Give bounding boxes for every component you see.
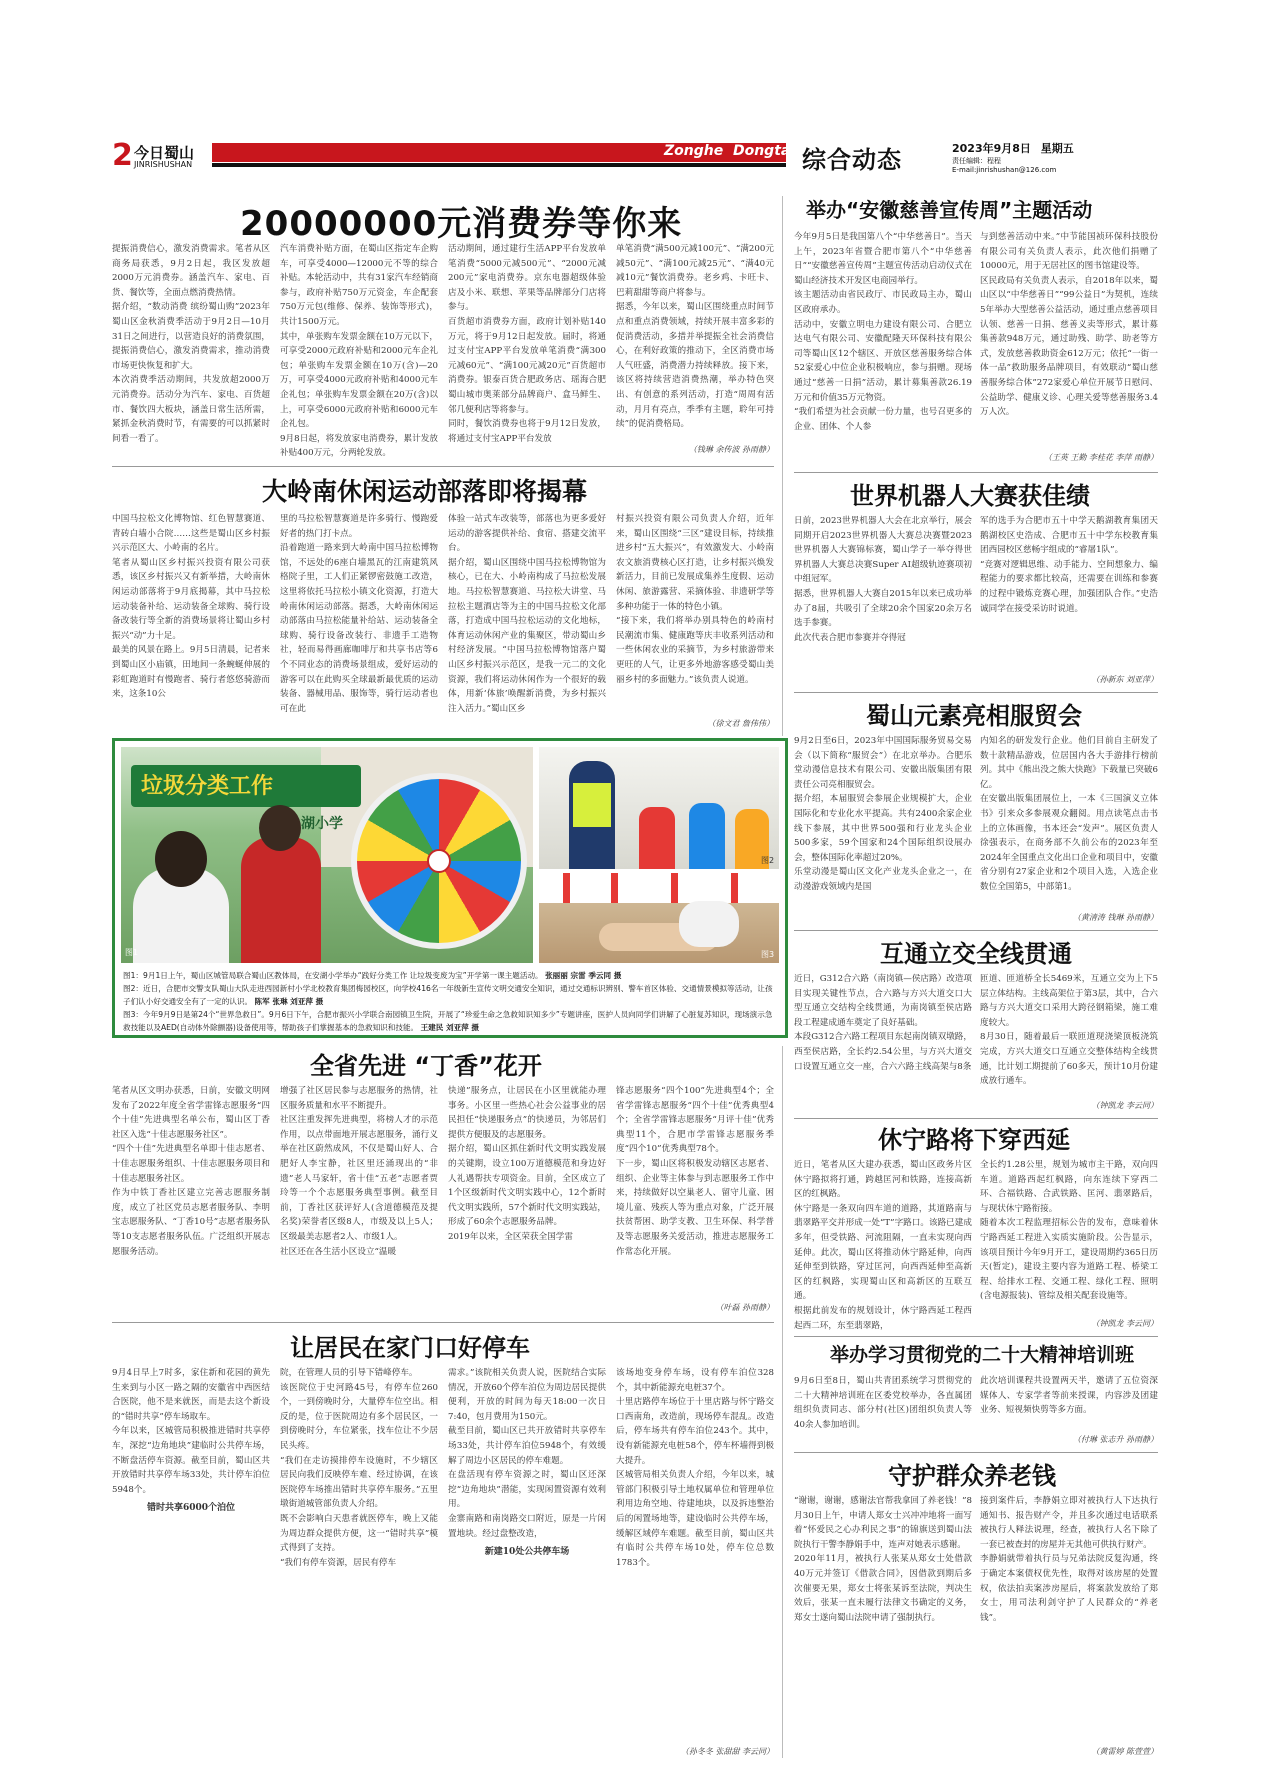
parking-col-4: 该场地变身停车场，设有停车泊位328个，其中新能源充电桩37个。 十里店路停车场位于十里店路与怀宁路交口西南角，改造前，现场停车混乱。改造后，停车场共有停车泊位243个。其中，设有新能源充电桩58个，停车杯墙得到极大提升。 区城管局相关负责人介绍，今年以来，城管部门积极引导土地权属单位和管理单位利用边角空地、待建地块，以及拆违整治后的闲置场地等，建设临时公共停车场，缓解区域停车难题。截至目前，蜀山区共有临时公共停车场10处，停车位总数1783个。 — [616, 1368, 774, 1568]
headline-robot: 世界机器人大赛获佳绩 — [850, 482, 1090, 510]
coupon-col-1: 提振消费信心，激发消费需求。笔者从区商务局获悉，9月2日起，我区发放超2000万元消费券。涵盖汽车、家电、百货、餐饮等，全面点燃消费热情。 据介绍，“数动消费 缤纷蜀山购”2023年蜀山区金秋消费季活动于9月2日—10月31日之间进行，以营造良好的消费氛围，提振消费信心，激发消费需求，推动消费市场更快恢复和扩大。 本次消费季活动期间，共发放超2000万元消费券。活动分为汽车、家电、百货超市、餐饮四大板块，涵盖日常生活所需，紧抓金秋消费时节，有需要的可以抓紧时间看一看了。 — [112, 244, 270, 444]
hutong-col-2: 匝道、匝道桥全长5469米，互通立交为上下5层立体结构。主线高架位于第3层，其中，合六路与方兴大道交口采用大跨径钢箱梁，施工难度较大。 8月30日，随着最后一联匝道现浇梁顶板浇筑完成，方兴大道交口互通立交整体结构全线贯通，比计划工期提前了60多天，预计10月份建成放行通车。 — [980, 974, 1158, 1087]
issue-date — [952, 140, 1074, 156]
photo-captions — [123, 969, 779, 1034]
divider — [112, 466, 774, 467]
dingxiang-col-4: 锋志愿服务“四个100”先进典型4个；全省学雷锋志愿服务“四个十佳”优秀典型4个；全省学雷锋志愿服务“月评十佳”优秀典型11个，合肥市学雷锋志愿服务季度“四个10”优秀典型78个。 下一步，蜀山区将积极发动辖区志愿者、组织、企业等主体参与到志愿服务工作中来，持续做好以空巢老人、留守儿童、困境儿童、残疾人等为重点对象，广泛开展扶贫帮困、助学支教、卫生环保、科学普及等志愿服务关爱活动，推进志愿服务工作常态化开展。 — [616, 1086, 774, 1257]
caption-2-text: 图2：近日，合肥市交警支队蜀山大队走进西园新村小学北校教育集团梅园校区，向学校416名一年级新生宣传文明交通安全知识，通过交通标识辨别、警车首区体验、交通情景模拟等活动，让孩子们认小好交通安全有了一定的认识。 — [123, 984, 773, 1006]
caption-2 — [123, 982, 779, 1008]
headline-yuansu: 蜀山元素亮相服贸会 — [866, 702, 1082, 730]
column-divider — [782, 1046, 783, 1758]
headline-dingxiang: 全省先进 “丁香”花开 — [310, 1052, 542, 1080]
cishan-col-1: 今年9月5日是我国第八个“中华慈善日”。当天上午，2023年省暨合肥市第八个“中华慈善日”“安徽慈善宣传周”主题宣传活动启动仪式在蜀山经济技术开发区电商园举行。 该主题活动由省民政厅、市民政局主办，蜀山区政府承办。 活动中，安徽立明电力建设有限公司、合肥立达电气有限公司、安徽配隆天环保科技有限公司等蜀山区12个辖区、开放区慈善服务综合体52家爱心中位企业积极响应，参与捐赠。现场通过“慈善一日捐”活动，累计募集善款26.19万元和价值35万元物资。 “我们希望为社会贡献一份力量，也号召更多的企业、团体、个人参 — [794, 232, 972, 432]
coupon-byline: （钱琳 余传波 孙雨静） — [688, 445, 774, 454]
laoyang-col-2: 接到案件后，李静娟立即对被执行人下达执行通知书、报告财产令，并且多次通过电话联系被执行人释法说理，经查，被执行人名下除了一套已被查封的房屋并无其他可供执行财产。 李静娟就带着执行员与兄弟法院反复沟通，终于确定本案债权优先性，取得对该房屋的处置权，依法拍卖案涉房屋后，将案款发放给了郑女士，用司法利剑守护了人民群众的“养老钱”。 — [980, 1496, 1158, 1623]
photo-frame — [112, 738, 788, 1038]
section-pinyin: Zonghe Dongtai — [664, 143, 796, 159]
student-row — [539, 873, 779, 903]
divider — [794, 472, 1158, 473]
officer-vest — [573, 783, 611, 827]
editor-label: 责任编辑： — [952, 157, 987, 165]
parking-col-2: 院，在管理人员的引导下错峰停车。 该医院位于史河路45号，有停车位260个，一到傍晚时分，大量停车位空出。相反的是，位于医院周边有多个居民区，一到傍晚时分，车位紧张，找车位让不少居民头疼。 “我们在走访摸排停车设施时，不少辖区居民向我们反映停车难、经过协调，在该医院停车场推出错时共享停车服务。”五里墩街道城管部负责人介绍。 既不会影响白天患者就医停车，晚上又能为周边群众提供方便，这一“错时共享”模式得到了支持。 “我们有停车资源，居民有停车 — [280, 1368, 438, 1568]
photo-1-tag: 图1 — [125, 948, 139, 957]
caption-1 — [123, 969, 779, 982]
trainee — [679, 901, 739, 947]
hutong-col-1: 近日，G312合六路（南岗镇—侯店路）改造项目实现关键性节点，合六路与方兴大道交口大型互通立交结构全线贯通，为南岗镇至侯店路段工程建成通车奠定了良好基础。 本段G312合六路工程项目东起南岗镇双墩路，西至侯店路，全长约2.54公里，与方兴大道交口设置互通立交一座，合六六路主线高架与8条 — [794, 974, 972, 1072]
editor-line — [952, 156, 1001, 166]
paper-pinyin: JINRISHUSHAN — [134, 160, 193, 169]
divider — [112, 1322, 774, 1323]
headline-xiuning: 休宁路将下穿西延 — [878, 1126, 1070, 1154]
caption-1-text: 图1：9月1日上午，蜀山区城管局联合蜀山区教体局，在安湖小学举办“践好分类工作 让垃圾变废为宝”开学第一课主题活动。 — [123, 971, 543, 980]
divider — [794, 1452, 1158, 1453]
parking-subhead-2: 新建10处公共停车场 — [484, 1547, 570, 1558]
xiuning-col-2: 全长约1.28公里，规划为城市主干路，双向四车道。道路西起红枫路，向东连续下穿西二环、合福铁路、合武铁路、匡河、翡翠路后，与现状休宁路衔接。 随着本次工程监理招标公告的发布，意味着休宁路西延工程进入实质实施阶段。公告显示，该项目预计今年9月开工，建设周期约365日历天(暂定)，建设主要内容为道路工程、桥梁工程、给排水工程、交通工程、绿化工程、照明(含电源报装)、管综及相关配套设施等。 — [980, 1160, 1158, 1302]
xiuning-col-1: 近日，笔者从区大建办获悉，蜀山区政务片区休宁路拟将打通，跨越匡河和铁路，连接高新区的红枫路。 休宁路是一条双向四车道的道路，其道路南与翡翠路平交并形成一处“T”字路口。该路已建成多年，但受铁路、河流阻隔，一直未实现向西延伸。此次，蜀山区将推动休宁路延伸，向西延伸至到铁路，穿过匡河，向西西延伸至高新区的红枫路，实现蜀山区和高新区的互联互通。 根据此前发布的规划设计，休宁路西延工程西起西二环，东至翡翠路， — [794, 1160, 972, 1330]
email: E-mail:jinrishushan@126.com — [952, 166, 1057, 174]
coupon-col-4: 单笔消费“满500元减100元”、“满200元减50元”、“满100元减25元”、“满40元减10元”餐饮消费券。老乡鸡、卡旺卡、巴莉甜甜等商户将参与。 据悉，今年以来，蜀山区围绕重点时间节点和重点消费领域，持续开展丰富多彩的促消费活动，多措并举提振全社会消费信心，在利好政策的推动下，全区消费市场人气旺盛，消费潜力持续释放。接下来，该区将持续营造消费热潮，举办特色突出、有创意的系列活动，打造“周周有活动，月月有亮点，季季有主题，聆年可持续”的促消费格局。 — [616, 244, 774, 430]
child-2 — [689, 803, 725, 869]
column-divider — [782, 196, 783, 736]
black-rule — [212, 163, 786, 167]
boy-head — [155, 831, 207, 887]
wheel-hub — [427, 849, 451, 873]
page-number: 2 — [112, 138, 133, 173]
photo-3 — [539, 873, 779, 963]
daling-byline: （徐文君 詹伟伟） — [707, 719, 774, 728]
photo-3-tag: 图3 — [761, 950, 775, 959]
yuansu-byline: （黄清涛 钱琳 孙雨静） — [1072, 913, 1158, 922]
divider — [794, 692, 1158, 693]
headline-cishan: 举办“安徽慈善宣传周”主题活动 — [806, 198, 1093, 222]
caption-3 — [123, 1008, 779, 1034]
headline-hutong: 互通立交全线贯通 — [880, 940, 1072, 968]
photo-2-tag: 图2 — [761, 856, 775, 865]
daling-col-2: 里的马拉松智慧赛道是许多骑行、慢跑爱好者的热门打卡点。 沿着跑道一路来到大岭南中国马拉松博物馆，不远处的6座白墙黑瓦的江南建筑风格院子里，工人们正紧锣密鼓施工改造，这里将依托马拉松小镇文化资源，打造大岭南休闲运动部落。据悉，大岭南休闲运动部落由马拉松能量补给站、运动装备全球购、骑行设备改装行、非遗手工造物社，轻而易得画廊咖啡厅和共享书店等6个不同业态的消费场景组成，爱好运动的游客可以在此购买全球最新最优质的运动装备、器械用品、服饰等，骑行运动者也可在此 — [280, 514, 438, 714]
headline-peixun: 举办学习贯彻党的二十大精神培训班 — [830, 1344, 1135, 1366]
volunteer — [241, 837, 321, 963]
dingxiang-byline: （叶磊 孙雨静） — [715, 1303, 774, 1312]
dingxiang-col-3: 快递”服务点，让居民在小区里就能办理事务。小区里一些热心社会公益事业的居民担任“快递服务点”的快递员，为邻居们提供方便服及的志愿服务。 据介绍，蜀山区抓住新时代文明实践发展的关键期，设立100万道德模范和身边好人礼遇帮扶专项资金。目前，全区成立了1个区级新时代文明实践中心，12个新时代文明实践所，57个新时代文明实践站，形成了60余个志愿服务品牌。 2019年以来，全区荣获全国学雷 — [448, 1086, 606, 1242]
weekday-text: 星期五 — [1040, 142, 1074, 155]
daling-col-4: 村振兴投资有限公司负责人介绍，近年来，蜀山区围绕“三区”建设目标，持续推进乡村“五大振兴”，有效激发大、小岭南农文旅消费核心区打造，让乡村振兴焕发新活力，目前已发展成集养生度假、运动休闲、旅游露营、采摘体验、非遗研学等多种功能于一体的特色小镇。 “接下来，我们将举办别具特色的岭南村民潮流市集、健康跑等庆丰收系列活动和一些休闲农业的采摘节，为乡村旅游带来更旺的人气，让更多外地游客感受蜀山美丽乡村的多面魅力。”该负责人说道。 — [616, 514, 774, 685]
section-title: 综合动态 — [802, 146, 902, 174]
photo-1 — [121, 747, 533, 963]
laoyang-col-1: “谢谢，谢谢，感谢法官帮我拿回了养老钱！”8月30日上午，申请人郑女士兴冲冲地将一面写着“怀爱民之心办利民之事”的锦旗送到蜀山法院执行干警李静娟手中，连声对她表示感谢。 2020年11月，被执行人张某从郑女士处借款40万元并签订《借款合同》，因借款到期后多次催要无果，郑女士将张某诉至法院，判决生效后，张某一直未履行法律文书确定的义务，郑女士遂向蜀山法院申请了强制执行。 — [794, 1496, 972, 1623]
peixun-col-2: 此次培训课程共设置两天半，邀请了五位资深媒体人、专家学者等前来授课，内容涉及团建业务、短视频快剪等多方面。 — [980, 1376, 1158, 1416]
divider — [794, 1118, 1158, 1119]
dingxiang-col-2: 增强了社区居民参与志愿服务的热情，社区服务质量和水平不断提升。 社区注重发挥先进典型，将榜人才的示范作用，以点带面地开展志愿服务，涌行义举在社区蔚然成风，不仅是蜀山好人、合肥好人李宝静，社区里还涌现出的“非遗”老人马家轩，省十佳“五老”志愿者贾玲等一个个志愿服务典型事例。截至目前，丁香社区获评好人(含道德模范及提名奖)荣誉者区级8人，市级及以上5人；区级最美志愿者2人、市级1人。 社区还在各生活小区设立“温暖 — [280, 1086, 438, 1257]
cishan-col-2: 与到慈善活动中来。”中节能国祯环保科技股份有限公司有关负责人表示，此次他们捐赠了10000元，用于无居社区的图书馆建设等。 区民政局有关负责人表示，自2018年以来，蜀山区以“中华慈善日”“99公益日”为契机，连续5年举办大型慈善公益活动，通过重点慈善项目认领、慈善一日捐、慈善义卖等形式，累计募集善款948万元，通过助残、助学、助老等方式，发放慈善救助资金612万元；依托“一街一体一品”救助服务品牌项目，有效联动“蜀山慈善服务综合体”272家爱心单位开展节日慰问、公益助学、健康义诊、心理关爱等慈善服务3.4万人次。 — [980, 232, 1158, 418]
paper-name: 今日蜀山 — [134, 144, 195, 162]
parking-col-3-text: 需求。”该院相关负责人说，医院结合实际情况，开放60个停车泊位为周边居民提供便利，开放的时间为每天18:00一次日7:40，包月费用为150元。 截至目前，蜀山区已共开放错时共享停车场33处，共计停车泊位5948个，有效缓解了周边小区居民的停车难题。 在盘活现有停车资源之时，蜀山区还深挖“边角地块”潜能，实现闲置资源有效利用。 金寨南路和南岗路交口附近，原是一片闲置地块。经过盘整改造， — [448, 1368, 606, 1539]
robot-byline: （孙新东 刘亚萍） — [1091, 675, 1158, 684]
dingxiang-col-1: 笔者从区文明办获悉，日前，安徽文明网发布了2022年度全省学雷锋志愿服务“四个十佳”先进典型名单公布，蜀山区丁香社区入选“十佳志愿服务社区”。 “四个十佳”先进典型名单即十佳志愿者、十佳志愿服务组织、十佳志愿服务项目和十佳志愿服务社区。 作为中铁丁香社区建立完善志愿服务制度，成立了社区党员志愿者服务队、李明宝志愿服务队、“丁香10号”志愿者服务队等10支志愿者服务队伍。广泛组织开展志愿服务活动。 — [112, 1086, 270, 1257]
volunteer-head — [259, 805, 301, 851]
date-text: 2023年9月8日 — [952, 142, 1031, 155]
yuansu-col-2: 内知名的研发发行企业。他们目前自主研发了数十款精品游戏，位居国内各大手游排行榜前列。其中《熊出没之熊大快跑》下载量已突破6亿。 在安徽出版集团展位上，一本《三国演义立体书》引来众多参展观众翻阅。用点读笔点击书上的立体画像，书本还会“发声”。展区负责人徐强表示，在商务部不久前公布的2023年至2024年全国重点文化出口企业和项目中，安徽省分别有27家企业和2个项目入选，入选企业数位全国第5，中部第1。 — [980, 736, 1158, 892]
parking-col-1-text: 9月4日早上7时多，家住新和花园的黄先生来到与小区一路之隔的安徽省中西医结合医院，他不是来就医，而是去这个新设的“错时共享”停车场取车。 今年以来，区城管局积极推进错时共享停车，深挖“边角地块”建临时公共停车场，不断盘活停车资源。截至目前，蜀山区共开放错时共享停车场33处，共计停车泊位5948个。 — [112, 1368, 270, 1495]
xiuning-byline: （钟凯龙 李云同） — [1091, 1319, 1158, 1328]
sign-sub: 湖小学 — [301, 816, 343, 832]
editor-name: 程程 — [987, 157, 1001, 165]
robot-col-2: 军的选手为合肥市五十中学天鹅湖教育集团天鹅湖校区史浩成、合肥市五十中学东校教育集团西园校区慈畅宇组成的“睿屠1队”。 “竞赛对逻辑思维、动手能力、空间想象力、编程能力的要求都比较高，还需要在训练和参赛的过程中锻炼竞赛心理，加强团队合作。”史浩诚同学在接受采访时说道。 — [980, 516, 1158, 614]
divider — [794, 930, 1158, 931]
headline-daling: 大岭南休闲运动部落即将揭幕 — [262, 477, 588, 506]
caption-3-text: 图3：今年9月9日是第24个“世界急救日”。9月6日下午，合肥市振兴小学联合南园镇卫生院，开展了“珍爱生命之急救知识知多少”专题讲座，医护人员向同学们讲解了心脏复苏知识，现场演示急救技能以及AED(自动体外除颤器)设备使用等，帮助孩子们掌握基本的急救知识和技能。 — [123, 1010, 773, 1032]
coupon-col-3: 活动期间，通过建行生活APP平台发放单笔消费“5000元减500元”、“2000元减200元”家电消费券。京东电器超级体验店及小米、联想、苹果等品牌部分门店将参与。 百货超市消费券方面，政府计划补贴140万元，将于9月12日起发放。届时，将通过支付宝APP平台发放单笔消费“满300元减60元”、“满100元减20元”百货超市消费券。银泰百货合肥政务店、瑶海合肥蜀山城市奥莱部分品牌商户、盒马鲜生、邻几便利店等将参与。 同时，餐饮消费券也将于9月12日发放，将通过支付宝APP平台发放 — [448, 244, 606, 444]
masthead — [112, 140, 1158, 176]
caption-1-credit: 张丽丽 宗雷 季云同 摄 — [545, 971, 622, 980]
headline-coupon: 20000000元消费券等你来 — [240, 204, 683, 244]
yuansu-col-1: 9月2日至6日，2023年中国国际服务贸易交易会（以下简称“服贸会”）在北京举办。合肥乐堂动漫信息技术有限公司、安徽出版集团有限责任公司亮相服贸会。 据介绍，本届服贸会参展企业规模扩大，企业国际化和专业化水平提高。共有2400余家企业线下参展，其中世界500强和行业龙头企业500多家，59个国家和24个国际组织设展办会，整体国际化率超过20%。 乐堂动漫是蜀山区文化产业龙头企业之一，在动漫游戏领域内是国 — [794, 736, 972, 892]
daling-col-1: 中国马拉松文化博物馆、红色智慧赛道、青砖白墙小合院……这些是蜀山区乡村振兴示范区大、小岭南的名片。 笔者从蜀山区乡村振兴投资有限公司获悉，该区乡村振兴又有新举措，大岭南休闲运动部落将于9月底揭幕，其中马拉松运动装备补给、运动装备全球购、骑行设备改装行等全新的消费场景将让蜀山乡村振兴“动”力十足。 最美的风景在路上。9月5日清晨，记者来到蜀山区小庙镇，田地间一条蜿蜒伸展的彩虹跑道时有慢跑者、骑行者悠悠骑游而来，这条10公 — [112, 514, 270, 700]
parking-byline: （孙冬冬 张甜甜 李云同） — [680, 1747, 774, 1756]
parking-col-1 — [112, 1366, 270, 1758]
caption-2-credit: 陈军 张琳 刘亚萍 摄 — [254, 997, 324, 1006]
sign-title: 垃圾分类工作 — [141, 774, 274, 799]
cishan-byline: （王英 王勤 李桂花 李萍 雨静） — [1043, 453, 1158, 462]
coupon-col-2: 汽车消费补贴方面，在蜀山区指定车企购车，可享受4000—12000元不等的综合补贴。本轮活动中，共有31家汽车经销商参与，政府补贴750万元资金，车企配套750万元包(维修、保养、装饰等形式)，共计1500万元。 其中，单张购车发票金额在10万元以下，可享受2000元政府补贴和2000元车企礼包；单张购车发票金额在10万(含)—20万，可享受4000元政府补贴和4000元车企礼包；单张购车发票金额在20万(含)以上，可享受6000元政府补贴和6000元车企礼包。 9月8日起，将发放家电消费券，累计发放补贴400万元，分两轮发放。 — [280, 244, 438, 459]
hutong-byline: （钟凯龙 李云同） — [1091, 1101, 1158, 1110]
child-1 — [639, 807, 675, 869]
headline-laoyang: 守护群众养老钱 — [888, 1462, 1056, 1490]
peixun-col-1: 9月6日至8日，蜀山共青团系统学习贯彻党的二十大精神培训班在区委党校举办，各直属团组织负责同志、部分村(社区)团组织负责人等40余人参加培训。 — [794, 1376, 972, 1430]
laoyang-byline: （黄雷婷 陈萱萱） — [1091, 1747, 1158, 1756]
peixun-byline: （付琳 张志升 孙雨静） — [1072, 1435, 1158, 1444]
robot-col-1: 日前，2023世界机器人大会在北京举行，展会同期开启2023世界机器人大赛总决赛暨2023世界机器人大赛锦标赛，蜀山学子一举夺得世界机器人大赛总决赛Super AI超级轨迹赛项初中组冠军。 据悉，世界机器人大赛自2015年以来已成功举办了8届，共吸引了全球20余个国家20余万名选手参赛。 此次代表合肥市参赛并夺得冠 — [794, 516, 972, 643]
parking-subhead-1: 错时共享6000个泊位 — [146, 1503, 236, 1514]
photo-2 — [539, 747, 779, 869]
parking-col-3 — [448, 1366, 606, 1758]
caption-3-credit: 王建民 刘亚萍 摄 — [420, 1023, 480, 1032]
headline-parking: 让居民在家门口好停车 — [290, 1334, 530, 1362]
divider — [794, 1336, 1158, 1337]
daling-col-3: 体验一站式车改装等，部落也为更多爱好运动的游客提供补给、食宿、搭建交流平台。 据介绍，蜀山区围绕中国马拉松博物馆为核心，已在大、小岭南构成了马拉松发展地。马拉松智慧赛道、马拉松大讲堂、马拉松主题酒店等为主的中国马拉松文化部落，打造成中国马拉松运动的文化地标，体育运动休闲产业的集聚区，带动蜀山乡村经济发展。“中国马拉松博物馆落户蜀山区乡村振兴示范区，是我一元二的文化资源，我们将运动休闲作为一个很好的载体，用新‘体旅’唤醒新消费，为乡村振兴注入活力。”蜀山区乡 — [448, 514, 606, 714]
